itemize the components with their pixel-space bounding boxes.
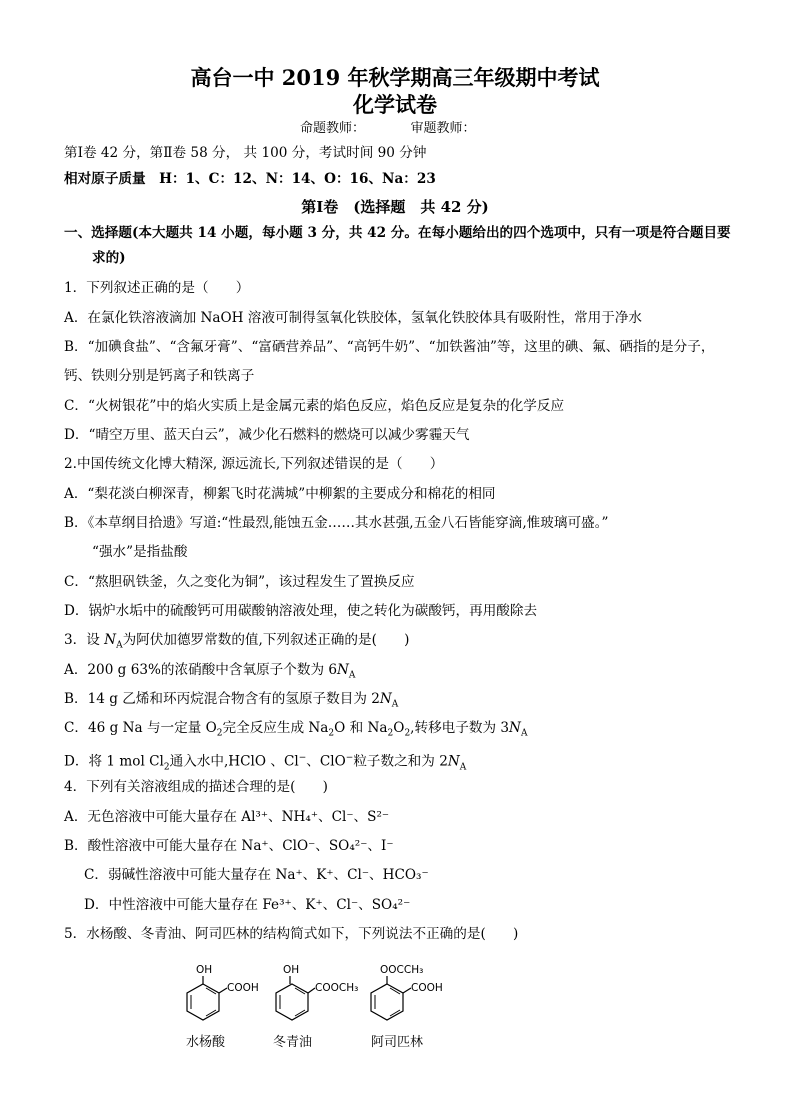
- q2-option-c: C．“熬胆矾铁釜，久之变化为铜”，该过程发生了置换反应: [64, 574, 415, 590]
- section-instruction-cont: 求的): [92, 250, 126, 266]
- q5-stem: 5．水杨酸、冬青油、阿司匹林的结构简式如下，下列说法不正确的是( ): [64, 926, 519, 942]
- q3-option-d-sub1: 2: [163, 762, 170, 773]
- mol2-side-group: COOCH₃: [315, 982, 359, 994]
- q3-option-b-sub: A: [391, 699, 399, 710]
- exam-info: 第Ⅰ卷 42 分，第Ⅱ卷 58 分， 共 100 分，考试时间 90 分钟: [64, 145, 427, 161]
- atomic-mass: 相对原子质量 H：1、C：12、N：14、O：16、Na：23: [64, 171, 436, 187]
- q3-option-c-text4: O: [393, 720, 405, 736]
- q3-stem-sub: A: [116, 640, 123, 651]
- q3-option-d: [64, 749, 466, 776]
- q3-option-c-text5: ,转移电子数为 3: [410, 720, 510, 736]
- q1-option-c: C．“火树银花”中的焰火实质上是金属元素的焰色反应，焰色反应是复杂的化学反应: [64, 398, 565, 414]
- salicylic-acid-structure: [178, 960, 278, 1030]
- q4-option-a: A．无色溶液中可能大量存在 Al³⁺、NH₄⁺、Cl⁻、S²⁻: [64, 809, 390, 825]
- q2-option-b-cont: “强水”是指盐酸: [92, 544, 188, 560]
- teacher-line: 命题教师： 审题教师：: [300, 121, 476, 136]
- mol3-caption: 阿司匹林: [371, 1035, 424, 1050]
- q3-option-d-symbol: N: [447, 753, 460, 770]
- q1-stem: 1．下列叙述正确的是（ ）: [64, 280, 250, 296]
- q3-option-c-sub2: 2: [328, 728, 335, 739]
- q3-option-c-text2: 完全反应生成 Na: [222, 720, 329, 736]
- q2-stem: 2.中国传统文化博大精深, 源远流长,下列叙述错误的是（ ）: [64, 456, 444, 472]
- q3-option-d-sub: A: [459, 762, 467, 773]
- q3-option-c-sub3: 2: [387, 728, 394, 739]
- mol2-top-group: OH: [283, 964, 300, 976]
- q3-stem: [64, 631, 409, 655]
- q3-option-d-text3: 、ClO: [306, 753, 346, 770]
- mol1-caption: 水杨酸: [186, 1035, 226, 1050]
- q3-stem-pre: 3．设: [64, 632, 105, 648]
- q3-option-b: [64, 690, 398, 714]
- q4-option-d: D．中性溶液中可能大量存在 Fe³⁺、K⁺、Cl⁻、SO₄²⁻: [84, 897, 411, 913]
- q3-option-d-text1: D．将 1 mol Cl: [64, 753, 164, 770]
- q1-option-a: A．在氯化铁溶液滴加 NaOH 溶液可制得氢氧化铁胶体，氢氧化铁胶体具有吸附性，常用于净水: [64, 310, 643, 326]
- q3-option-c-sub1: 2: [216, 728, 223, 739]
- q3-option-c-sub4: 2: [404, 728, 411, 739]
- mol3-side-group: COOH: [411, 982, 443, 994]
- q3-option-c-sub: A: [520, 728, 528, 739]
- q4-option-b: B．酸性溶液中可能大量存在 Na⁺、ClO⁻、SO₄²⁻、I⁻: [64, 838, 394, 854]
- q3-option-b-symbol: N: [379, 691, 392, 707]
- q3-option-d-sup1: −: [298, 753, 307, 763]
- section-title: 第Ⅰ卷 (选择题 共 42 分): [301, 198, 489, 216]
- q3-option-b-text: B．14 g 乙烯和环丙烷混合物含有的氢原子数目为 2: [64, 691, 380, 707]
- q3-option-a-text: A．200 g 63%的浓硝酸中含氧原子个数为 6: [64, 662, 338, 678]
- exam-title: 高台一中 2019 年秋学期高三年级期中考试: [190, 65, 600, 90]
- q3-option-c-symbol: N: [509, 720, 521, 736]
- q3-option-c: [64, 719, 527, 743]
- q3-option-a: [64, 661, 355, 685]
- q3-stem-post: 为阿伏加德罗常数的值,下列叙述正确的是( ): [122, 632, 410, 648]
- q1-option-b-cont: 钙、铁则分别是钙离子和铁离子: [64, 368, 255, 384]
- q3-option-c-text1: C．46 g Na 与一定量 O: [64, 720, 217, 736]
- q3-option-a-sub: A: [348, 670, 356, 681]
- q4-stem: 4．下列有关溶液组成的描述合理的是( ): [64, 779, 328, 795]
- q1-option-d: D．“晴空万里、蓝天白云”，减少化石燃料的燃烧可以减少雾霾天气: [64, 427, 470, 443]
- mol2-caption: 冬青油: [273, 1035, 313, 1050]
- section-instruction: 一、选择题(本大题共 14 小题，每小题 3 分，共 42 分。在每小题给出的四个选项中，只有一项是符合题目要: [64, 225, 731, 241]
- mol1-top-group: OH: [196, 964, 213, 976]
- q1-option-b: B．“加碘食盐”、“含氟牙膏”、“富硒营养品”、“高钙牛奶”、“加铁酱油”等，这里的碘、氟、硒指的是分子，: [64, 339, 715, 355]
- q3-option-d-sup2: −: [345, 753, 354, 763]
- q3-stem-symbol: N: [104, 632, 117, 648]
- exam-subtitle: 化学试卷: [353, 92, 437, 117]
- q2-option-b: B．《本草纲目拾遗》写道:“性最烈,能蚀五金……其水甚强,五金八石皆能穿滴,惟玻璃可盛。”: [64, 515, 609, 531]
- q2-option-a: A．“梨花淡白柳深青，柳絮飞时花满城”中柳絮的主要成分和棉花的相同: [64, 486, 496, 502]
- mol1-side-group: COOH: [227, 982, 259, 994]
- q2-option-d: D．锅炉水垢中的硫酸钙可用碳酸钠溶液处理，使之转化为碳酸钙，再用酸除去: [64, 603, 538, 619]
- q3-option-d-text2: 通入水中,HClO 、Cl: [169, 753, 299, 770]
- aspirin-structure: [366, 960, 476, 1030]
- q3-option-d-text4: 粒子数之和为 2: [353, 753, 448, 770]
- q3-option-a-symbol: N: [337, 662, 349, 678]
- q3-option-c-text3: O 和 Na: [334, 720, 388, 736]
- mol3-top-group: OOCCH₃: [380, 964, 424, 976]
- q4-option-c: C．弱碱性溶液中可能大量存在 Na⁺、K⁺、Cl⁻、HCO₃⁻: [84, 867, 429, 883]
